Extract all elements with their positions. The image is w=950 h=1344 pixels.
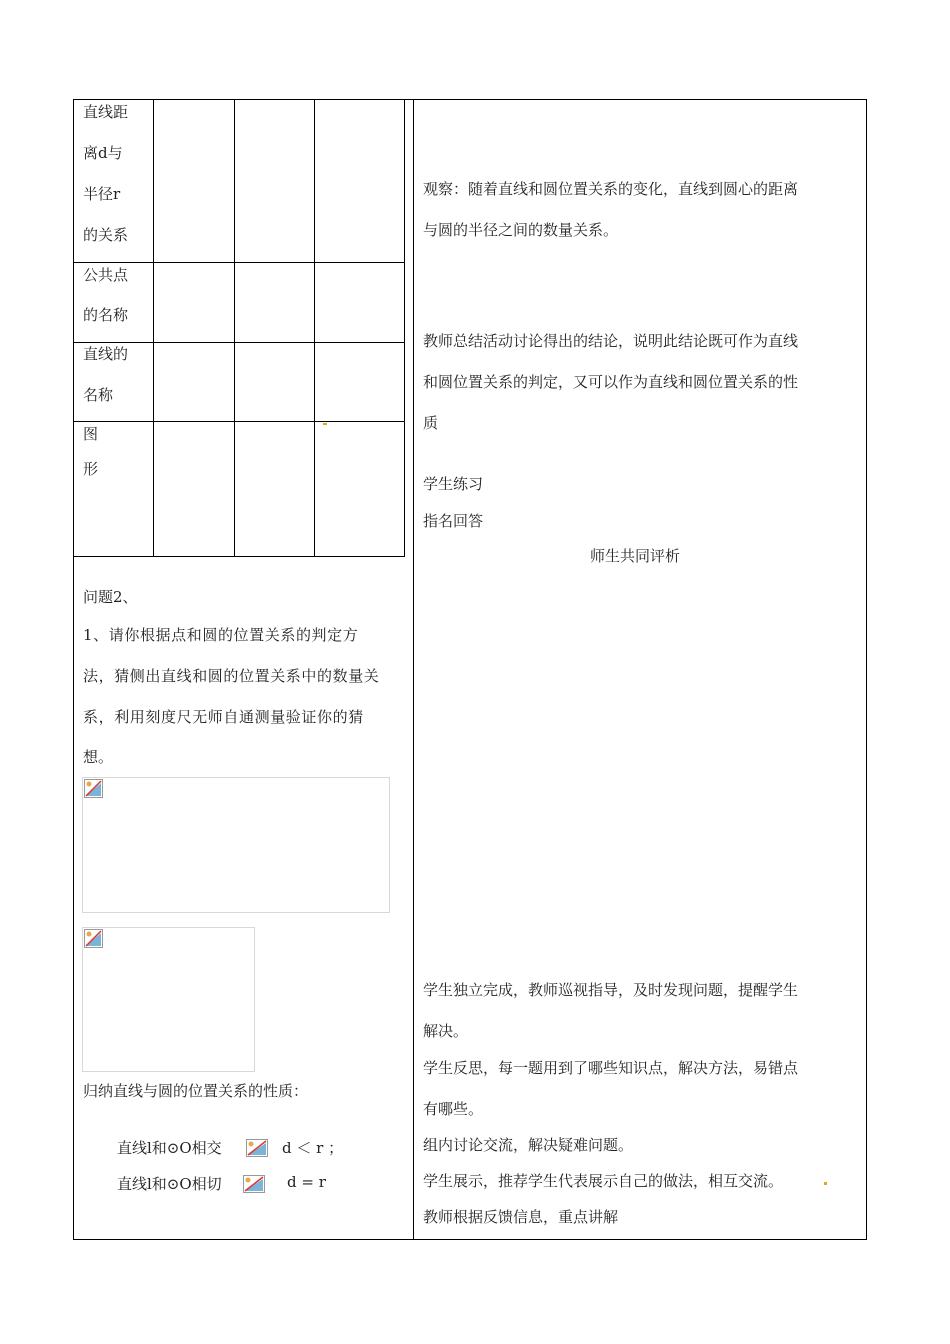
reflect-text: 学生反思，每一题用到了哪些知识点，解决方法，易错点 — [423, 1059, 799, 1077]
property-suffix: d = r — [287, 1173, 326, 1191]
label-line: 名称 — [83, 386, 114, 404]
stray-mark — [824, 1182, 827, 1185]
label-line: 公共点 — [83, 266, 129, 284]
inner-table-row3 — [73, 421, 405, 422]
question-line: 1、请你根据点和圆的位置关系的判定方 — [83, 626, 359, 644]
column-divider — [413, 99, 414, 1240]
broken-image-icon — [243, 1175, 265, 1193]
inner-table-right — [404, 99, 405, 557]
question-title: 问题2、 — [83, 588, 138, 606]
label-line: 图 — [83, 425, 99, 443]
practice-text: 学生练习 — [423, 475, 484, 493]
answer-text: 指名回答 — [423, 512, 484, 530]
question-line: 想。 — [83, 748, 114, 766]
property-prefix: 直线l和⊙O相交 — [117, 1139, 222, 1157]
inner-table-col1 — [153, 99, 154, 557]
independent-text: 学生独立完成，教师巡视指导，及时发现问题，提醒学生 — [423, 981, 799, 999]
label-line: 形 — [83, 460, 99, 478]
label-line: 直线距 — [83, 103, 129, 121]
inner-table-col3 — [314, 99, 315, 557]
question-line: 法，猜侧出直线和圆的位置关系中的数量关 — [83, 667, 380, 685]
reflect-text: 有哪些。 — [423, 1100, 484, 1118]
diagram-image — [82, 927, 255, 1072]
teacher-summary: 质 — [423, 414, 439, 432]
diagram-image — [82, 777, 390, 913]
label-line: 直线的 — [83, 345, 129, 363]
inner-table-bottom — [73, 556, 405, 557]
label-line: 半径r — [83, 185, 121, 203]
broken-image-icon — [84, 929, 103, 948]
group-text: 组内讨论交流，解决疑难问题。 — [423, 1136, 634, 1154]
observe-text: 与圆的半径之间的数量关系。 — [423, 221, 619, 239]
frame-bottom — [73, 1239, 867, 1240]
show-text: 学生展示，推荐学生代表展示自己的做法，相互交流。 — [423, 1172, 784, 1190]
summary-title: 归纳直线与圆的位置关系的性质： — [83, 1082, 309, 1100]
observe-text: 观察：随着直线和圆位置关系的变化，直线到圆心的距离 — [423, 180, 799, 198]
inner-table-col2 — [234, 99, 235, 557]
label-line: 的关系 — [83, 226, 129, 244]
label-line: 离d与 — [83, 144, 123, 162]
frame-right — [866, 99, 867, 1240]
broken-image-icon — [84, 779, 103, 798]
feedback-text: 教师根据反馈信息，重点讲解 — [423, 1208, 619, 1226]
review-text: 师生共同评析 — [590, 547, 681, 565]
teacher-summary: 教师总结活动讨论得出的结论，说明此结论既可作为直线 — [423, 332, 799, 350]
teacher-summary: 和圆位置关系的判定，又可以作为直线和圆位置关系的性 — [423, 373, 799, 391]
label-line: 的名称 — [83, 306, 129, 324]
broken-image-icon — [246, 1139, 268, 1157]
stray-mark — [323, 423, 327, 425]
question-line: 系，利用刻度尺无师自通测量验证你的猜 — [83, 708, 364, 726]
property-prefix: 直线l和⊙O相切 — [117, 1175, 222, 1193]
frame-top — [73, 99, 867, 100]
independent-text: 解决。 — [423, 1022, 469, 1040]
property-suffix: d ＜ r ； — [282, 1139, 344, 1157]
frame-left — [73, 99, 74, 1240]
